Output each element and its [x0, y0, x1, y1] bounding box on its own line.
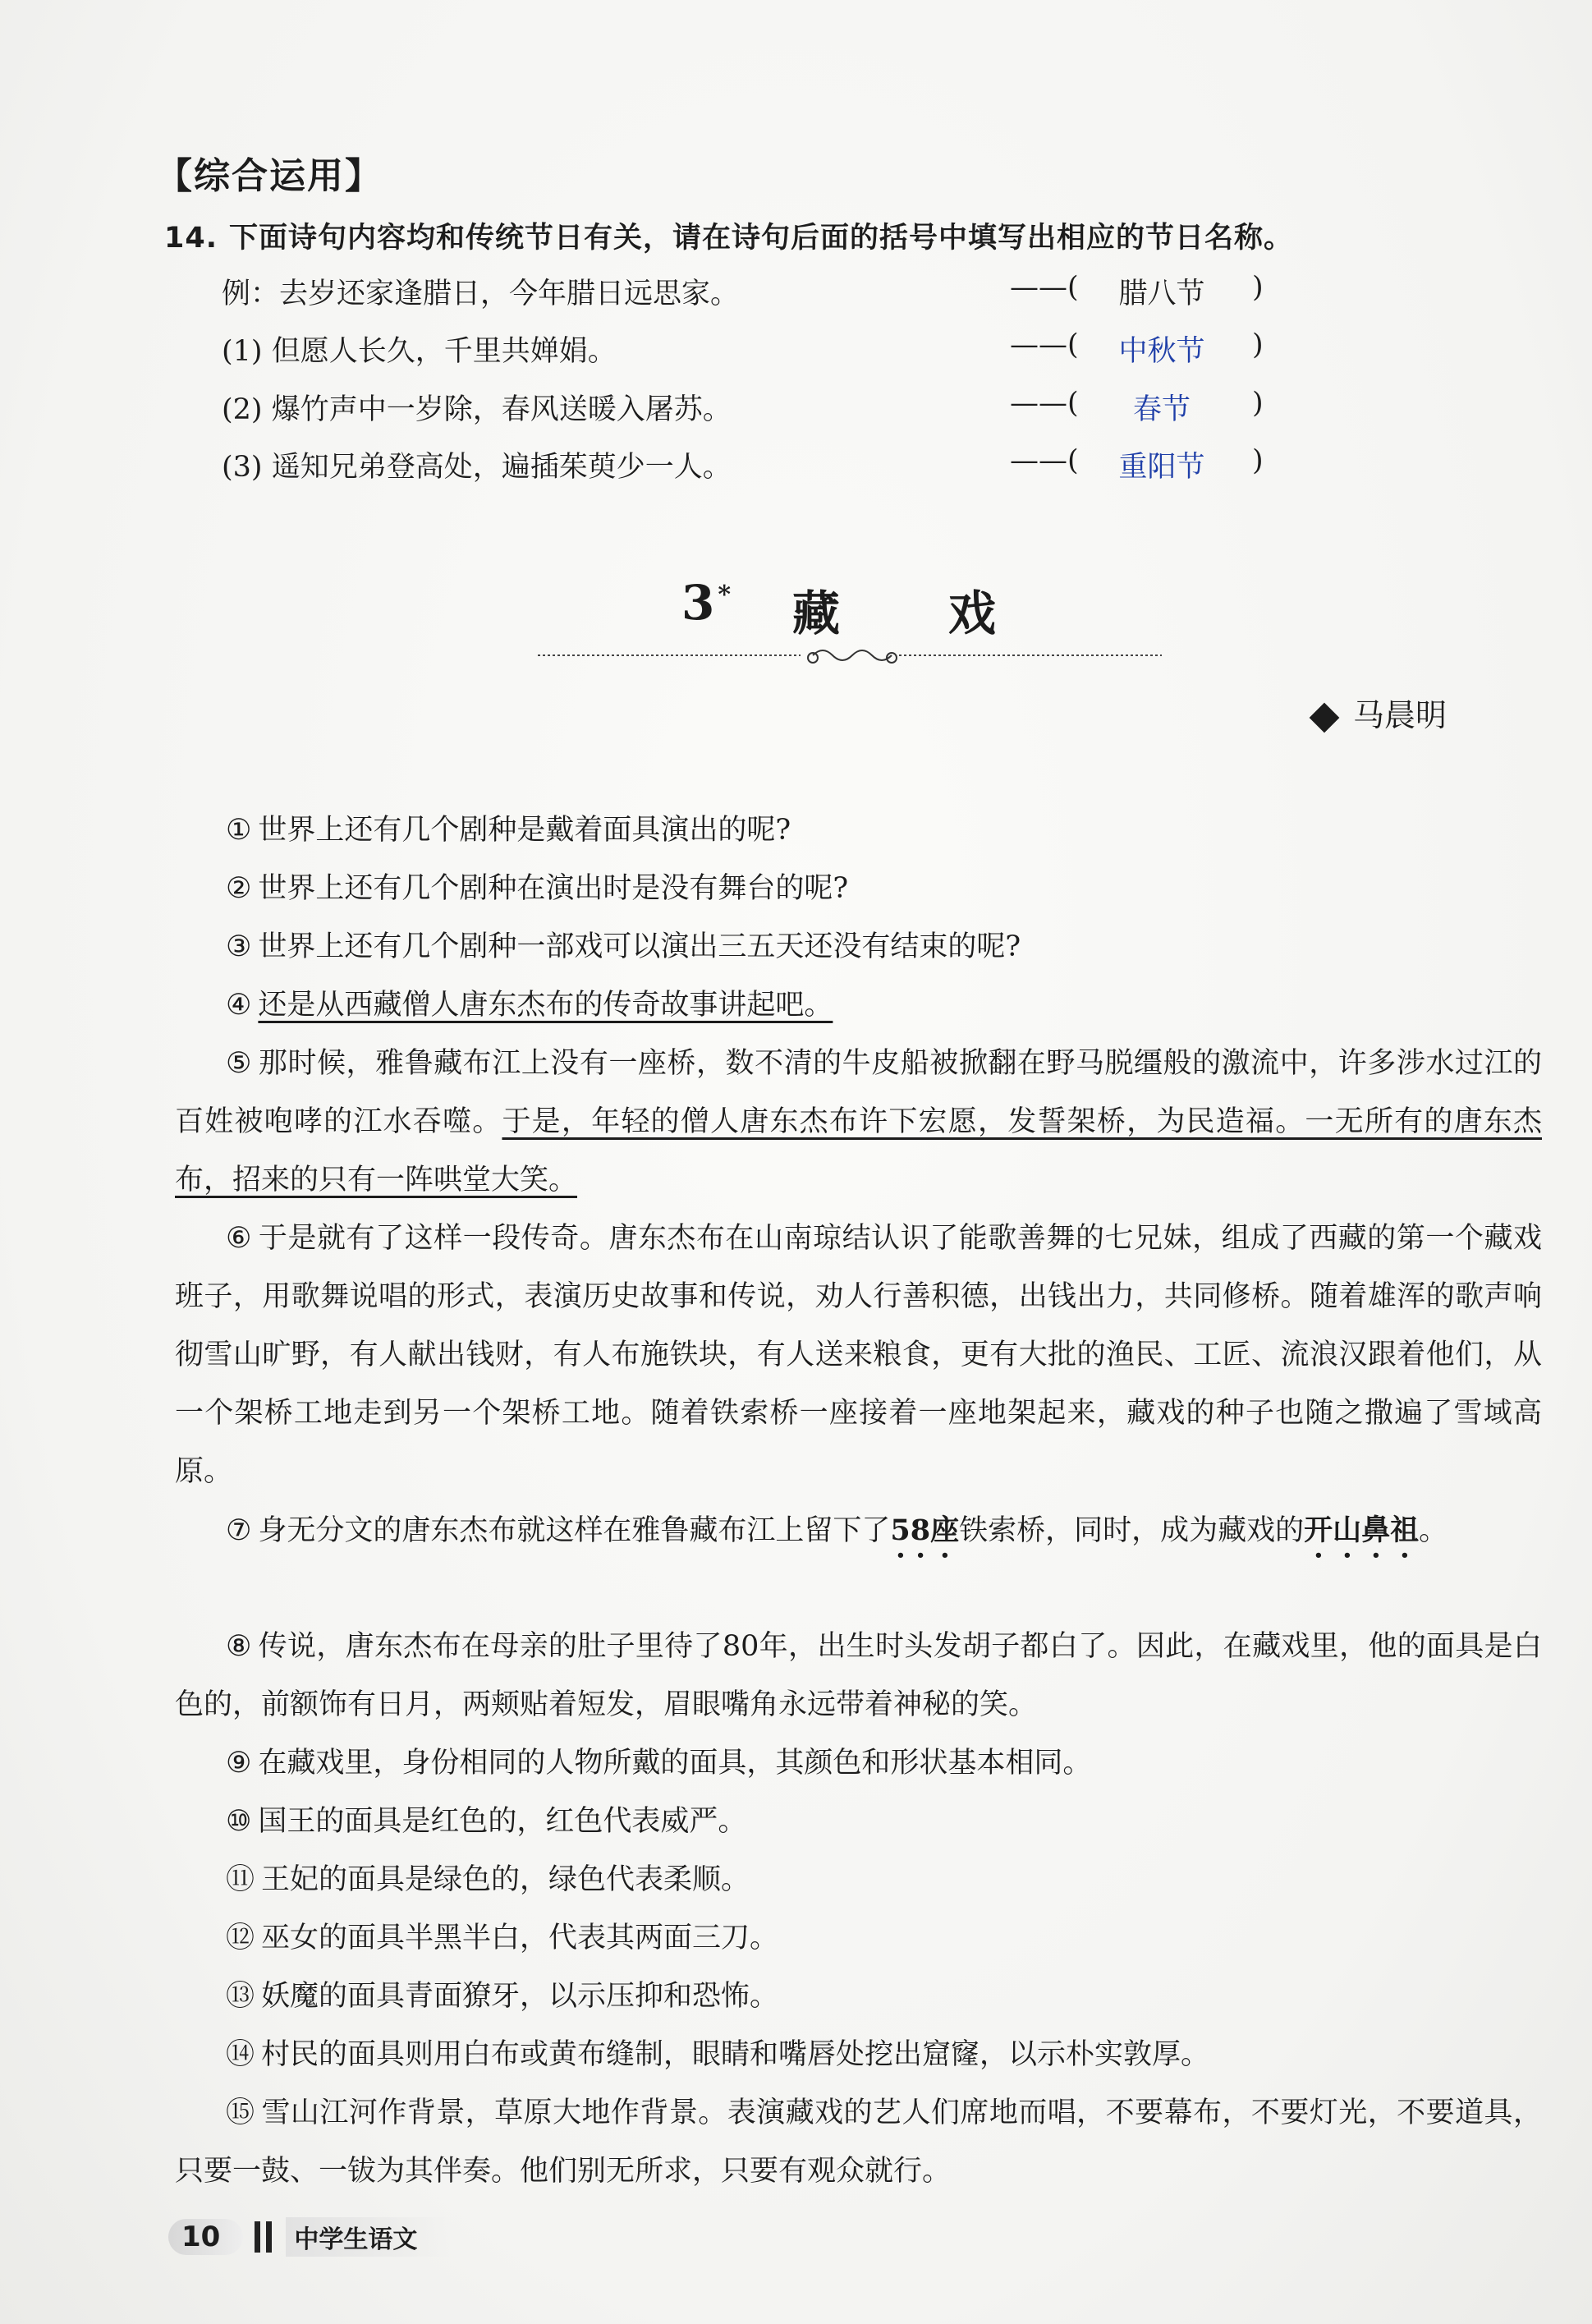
example-answer: 腊八节 — [1118, 278, 1205, 310]
handwritten-answer: 重阳节 — [1118, 451, 1205, 484]
question-14-prompt — [164, 215, 1293, 256]
paragraph-number: ⑪ — [226, 1863, 255, 1896]
paragraph-number: ② — [226, 872, 252, 905]
paragraph-number: ⑨ — [226, 1747, 252, 1780]
paragraph-text: 在藏戏里，身份相同的人物所戴的面具，其颜色和形状基本相同。 — [258, 1747, 1092, 1780]
paragraph-text: 。 — [1419, 1514, 1448, 1547]
paragraph-text: 国王的面具是红色的，红色代表威严。 — [258, 1805, 747, 1838]
paragraph-4 — [226, 976, 833, 1035]
poem-row-1 — [222, 328, 1289, 378]
close-bracket: ) — [1252, 387, 1264, 420]
paragraph-text: 村民的面具则用白布或黄布缝制，眼睛和嘴唇处挖出窟窿，以示朴实敦厚。 — [261, 2038, 1210, 2071]
poem-row-2 — [222, 387, 1289, 436]
paragraph-3 — [226, 918, 1021, 976]
paragraph-1 — [226, 801, 791, 860]
paragraph-number: ⑥ — [226, 1222, 252, 1255]
close-bracket: ) — [1252, 271, 1264, 304]
paragraph-text: 王妃的面具是绿色的，绿色代表柔顺。 — [261, 1863, 750, 1896]
handwritten-answer: 中秋节 — [1118, 335, 1205, 368]
paragraph-number: ⑮ — [226, 2097, 255, 2129]
page-footer — [168, 2217, 450, 2257]
title-ornament-divider — [538, 643, 1162, 668]
poem-line: (3) 遥知兄弟登高处，遍插茱萸少一人。 — [222, 451, 732, 484]
paragraph-text: 传说，唐东杰布在母亲的肚子里待了80年，出生时头发胡子都白了。因此，在藏戏里，他的面具是白色的，前额饰有日月，两颊贴着短发，眉眼嘴角永远带着神秘的笑。 — [175, 1630, 1542, 1721]
paragraph-number: ⑤ — [226, 1047, 252, 1080]
dash-open-bracket: ——( — [1010, 444, 1079, 477]
paragraph-13 — [226, 1968, 778, 2026]
paragraph-number: ⑫ — [226, 1922, 255, 1954]
paragraph-10 — [226, 1793, 746, 1851]
paragraph-number: ③ — [226, 930, 252, 963]
paragraph-12 — [226, 1909, 778, 1968]
dash-open-bracket: ——( — [1010, 328, 1079, 361]
magazine-name: 中学生语文 — [286, 2217, 450, 2257]
underlined-sentence: 还是从西藏僧人唐东杰布的传奇故事讲起吧。 — [258, 989, 833, 1022]
paragraph-number: ⑬ — [226, 1980, 255, 2013]
emphasized-bridge-count: 58座 — [890, 1513, 960, 1547]
poem-row-example — [222, 271, 1289, 320]
optional-star: * — [718, 580, 732, 609]
paragraph-text: 世界上还有几个剧种是戴着面具演出的呢? — [258, 814, 791, 847]
dash-open-bracket: ——( — [1010, 387, 1079, 420]
poem-line: 例：去岁还家逢腊日，今年腊日远思家。 — [222, 278, 740, 310]
paragraph-text: 妖魔的面具青面獠牙，以示压抑和恐怖。 — [261, 1980, 779, 2013]
paragraph-number: ⑦ — [226, 1514, 252, 1547]
poem-row-3 — [222, 444, 1289, 494]
paragraph-text: 雪山江河作背景，草原大地作背景。表演藏戏的艺人们席地而唱，不要幕布，不要灯光，不要道具，只要一鼓、一钹为其伴奏。他们别无所求，只要有观众就行。 — [175, 2097, 1542, 2188]
paragraph-text: 巫女的面具半黑半白，代表其两面三刀。 — [261, 1922, 779, 1954]
poem-line: (1) 但愿人长久，千里共婵娟。 — [222, 335, 617, 368]
handwritten-answer: 春节 — [1132, 393, 1191, 426]
page-number: 10 — [168, 2219, 243, 2255]
bars-icon — [255, 2221, 274, 2253]
diamond-icon — [1310, 702, 1340, 733]
paragraph-number: ① — [226, 814, 252, 847]
paragraph-text: 那时候，雅鲁藏布江上没有一座桥，数不清的牛皮船被掀翻在野马脱缰般的激流中，许多涉水过江的百姓被咆哮的江水吞噬。 — [175, 1047, 1542, 1138]
emphasized-founder-phrase: 开山鼻祖 — [1304, 1513, 1420, 1547]
paragraph-5 — [175, 1035, 1542, 1210]
paragraph-6 — [175, 1210, 1542, 1501]
poem-line: (2) 爆竹声中一岁除，春风送暖入屠苏。 — [222, 393, 732, 426]
title-char-1: 藏 — [792, 586, 841, 641]
paragraph-11 — [226, 1851, 750, 1909]
lesson-title — [681, 575, 997, 641]
paragraph-7 — [175, 1501, 1542, 1564]
paragraph-2 — [226, 860, 848, 918]
paragraph-text: 世界上还有几个剧种一部戏可以演出三五天还没有结束的呢? — [258, 930, 1021, 963]
paragraph-text: 世界上还有几个剧种在演出时是没有舞台的呢? — [258, 872, 849, 905]
author-line — [1314, 690, 1447, 735]
question-prompt: 下面诗句内容均和传统节日有关，请在诗句后面的括号中填写出相应的节日名称。 — [229, 222, 1294, 255]
paragraph-number: ⑭ — [226, 2038, 255, 2071]
lesson-number: 3 — [681, 575, 715, 631]
paragraph-text: 身无分文的唐东杰布就这样在雅鲁藏布江上留下了 — [258, 1514, 891, 1547]
paragraph-number: ⑧ — [226, 1630, 252, 1663]
paragraph-15 — [175, 2084, 1542, 2201]
paragraph-text: 于是就有了这样一段传奇。唐东杰布在山南琼结认识了能歌善舞的七兄妹，组成了西藏的第一个藏戏班子，用歌舞说唱的形式，表演历史故事和传说，劝人行善积德，出钱出力，共同修桥。随着雄浑的歌声响彻雪山旷野，有人献出钱财，有人布施铁块，有人送来粮食，更有大批的渔民、工匠、流浪汉跟着他们，从一个架桥工地走到另一个架桥工地。随着铁索桥一座接着一座地架起来，藏戏的种子也随之撒遍了雪域高原。 — [175, 1222, 1542, 1488]
section-title: 【综合运用】 — [156, 155, 383, 197]
close-bracket: ) — [1252, 328, 1264, 361]
question-number: 14. — [164, 222, 218, 255]
dash-open-bracket: ——( — [1010, 271, 1079, 304]
paragraph-text: 铁索桥，同时，成为藏戏的 — [959, 1514, 1305, 1547]
author-name: 马晨明 — [1353, 697, 1447, 733]
underlined-sentence: 于是，年轻的僧人唐东杰布许下宏愿，发誓架桥，为民造福。一无所有的唐东杰布，招来的只有一阵哄堂大笑。 — [175, 1105, 1542, 1196]
paragraph-number: ⑩ — [226, 1805, 252, 1838]
title-char-2: 戏 — [948, 586, 997, 641]
paragraph-number: ④ — [226, 989, 252, 1022]
close-bracket: ) — [1252, 444, 1264, 477]
paragraph-8 — [175, 1618, 1542, 1734]
paragraph-9 — [226, 1734, 1091, 1793]
paragraph-14 — [226, 2026, 1209, 2084]
